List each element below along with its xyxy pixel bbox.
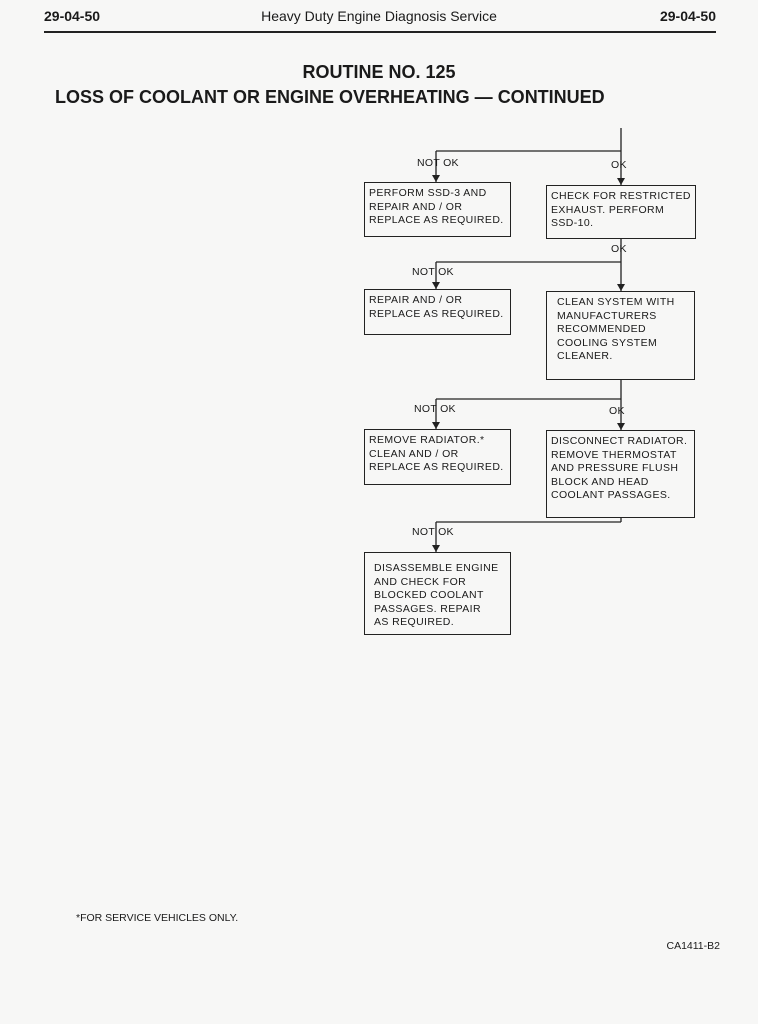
box-line: SSD-10. [551, 217, 594, 229]
running-header-title: Heavy Duty Engine Diagnosis Service [261, 8, 497, 24]
branch-label-not-ok: NOT OK [412, 526, 454, 538]
box-line: DISCONNECT RADIATOR. [551, 435, 688, 447]
box-line: CLEAN SYSTEM WITH [557, 296, 675, 308]
box-line: REPLACE AS REQUIRED. [369, 461, 504, 473]
flow-box-perform-ssd3 [364, 182, 511, 237]
branch-label-ok: OK [611, 243, 627, 255]
box-line: COOLANT PASSAGES. [551, 489, 671, 501]
flow-box-repair-replace [364, 289, 511, 335]
box-line: PASSAGES. REPAIR [374, 602, 481, 615]
branch-label-ok: OK [611, 159, 627, 171]
box-line: REPAIR AND / OR [369, 200, 463, 213]
footnote: *FOR SERVICE VEHICLES ONLY. [76, 912, 239, 924]
flow-box-remove-radiator [364, 429, 511, 485]
box-line: REMOVE THERMOSTAT [551, 448, 677, 461]
page-number-left: 29-04-50 [44, 8, 101, 24]
box-line: REPLACE AS REQUIRED. [369, 214, 504, 226]
box-line: BLOCKED COOLANT [374, 589, 484, 601]
figure-code: CA1411-B2 [666, 940, 720, 952]
routine-title: ROUTINE NO. 125 [302, 62, 456, 82]
box-line: REMOVE RADIATOR.* [369, 434, 485, 446]
page-number-right: 29-04-50 [659, 8, 716, 24]
box-line: RECOMMENDED [557, 323, 646, 335]
flow-box-check-exhaust [546, 185, 696, 239]
branch-label-not-ok: NOT OK [412, 266, 454, 278]
box-line: CLEANER. [557, 350, 613, 362]
flow-box-disassemble-engine [364, 552, 511, 635]
box-line: DISASSEMBLE ENGINE [374, 562, 499, 574]
box-line: EXHAUST. PERFORM [551, 203, 665, 216]
flow-box-disconnect-radiator [546, 430, 695, 518]
branch-label-ok: OK [609, 405, 625, 417]
box-line: BLOCK AND HEAD [551, 475, 649, 488]
routine-subtitle: LOSS OF COOLANT OR ENGINE OVERHEATING — CONTINUED [55, 87, 605, 107]
box-line: REPAIR AND / OR [369, 294, 463, 306]
box-line: AS REQUIRED. [374, 616, 455, 628]
box-line: AND CHECK FOR [374, 575, 467, 588]
flow-box-clean-system [546, 291, 695, 380]
branch-label-not-ok: NOT OK [417, 157, 459, 169]
box-line: PERFORM SSD-3 AND [369, 187, 487, 199]
branch-label-not-ok: NOT OK [414, 403, 456, 415]
box-line: CHECK FOR RESTRICTED [551, 190, 691, 202]
box-line: COOLING SYSTEM [557, 336, 658, 349]
box-line: CLEAN AND / OR [369, 447, 459, 460]
box-line: MANUFACTURERS [557, 309, 657, 322]
box-line: AND PRESSURE FLUSH [551, 462, 679, 474]
box-line: REPLACE AS REQUIRED. [369, 307, 504, 320]
